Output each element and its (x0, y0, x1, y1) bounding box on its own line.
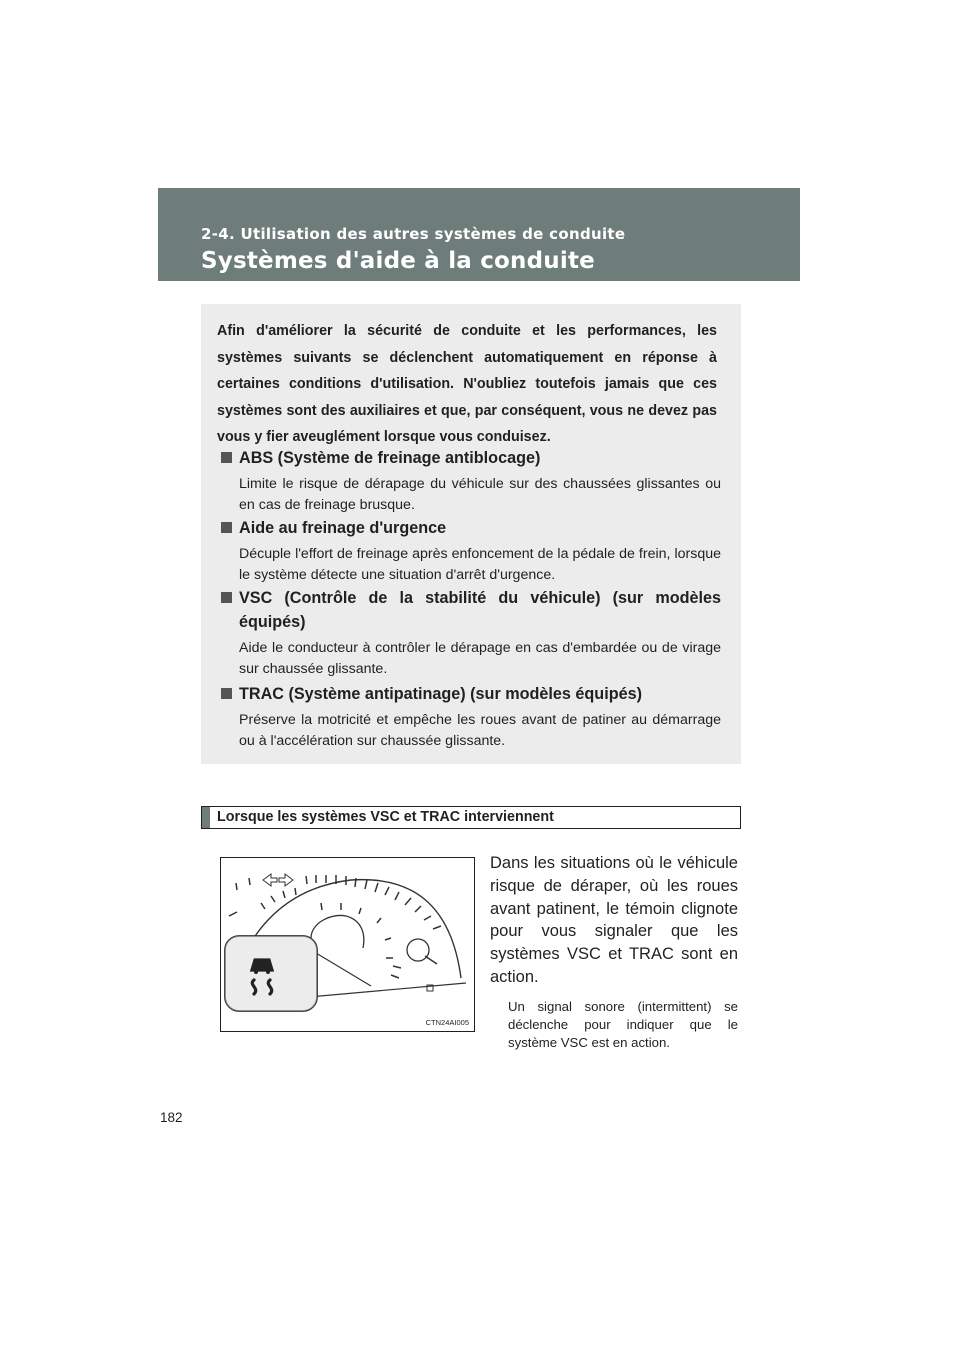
instrument-cluster-illustration (221, 858, 474, 1031)
item-vsc (221, 586, 721, 680)
subsection-heading-text: Lorsque les systèmes VSC et TRAC interviennent (217, 809, 554, 825)
chapter-header (158, 188, 800, 281)
item-emergency-brake (221, 516, 721, 586)
item-trac (221, 682, 721, 752)
item-desc: Préserve la motricité et empêche les roues avant de patiner au démarrage ou à l'accélération sur chaussée glissante. (239, 712, 721, 749)
instrument-cluster-figure (220, 857, 475, 1032)
item-title (221, 682, 721, 706)
intro-text: Afin d'améliorer la sécurité de conduite et les performances, les systèmes suivants se déclenchent automatiquement en réponse à certaines conditions d'utilisation. N'oubliez toutefois jamais que ces systèmes sont des auxiliaires et que, par conséquent, vous ne devez pas vous y fier aveuglément lorsque vous conduisez. (217, 323, 717, 445)
section-label: 2-4. Utilisation des autres systèmes de conduite (201, 225, 626, 243)
bullet-square-icon (221, 592, 232, 603)
item-abs (221, 446, 721, 516)
subsection-body: Dans les situations où le véhicule risque de déraper, où les roues avant patinent, le témoin clignote pour vous signaler que les systèmes VSC et TRAC sont en action. (490, 854, 738, 986)
subsection-note: Un signal sonore (intermittent) se déclenche pour indiquer que le système VSC est en action. (508, 999, 738, 1050)
item-title-text: Aide au freinage d'urgence (239, 519, 447, 537)
subsection-heading (201, 806, 741, 829)
item-title (221, 516, 721, 540)
bullet-square-icon (221, 688, 232, 699)
item-title-text: ABS (Système de freinage antiblocage) (239, 449, 541, 467)
item-desc: Décuple l'effort de freinage après enfoncement de la pédale de frein, lorsque le système détecte une situation d'arrêt d'urgence. (239, 546, 721, 583)
item-desc: Limite le risque de dérapage du véhicule sur des chaussées glissantes ou en cas de freinage brusque. (239, 476, 721, 513)
item-title-text: VSC (Contrôle de la stabilité du véhicule) (sur modèles équipés) (239, 589, 721, 631)
page-title: Systèmes d'aide à la conduite (201, 248, 595, 274)
item-title-text: TRAC (Système antipatinage) (sur modèles équipés) (239, 685, 642, 703)
bullet-square-icon (221, 452, 232, 463)
intro-box (201, 304, 741, 764)
figure-caption: CTN24AI005 (425, 1018, 469, 1027)
item-title (221, 446, 721, 470)
page-number: 182 (160, 1110, 183, 1125)
bullet-square-icon (221, 522, 232, 533)
item-desc: Aide le conducteur à contrôler le dérapage en cas d'embardée ou de virage sur chaussée glissante. (239, 640, 721, 677)
item-title (221, 586, 721, 634)
heading-marker (202, 807, 210, 828)
